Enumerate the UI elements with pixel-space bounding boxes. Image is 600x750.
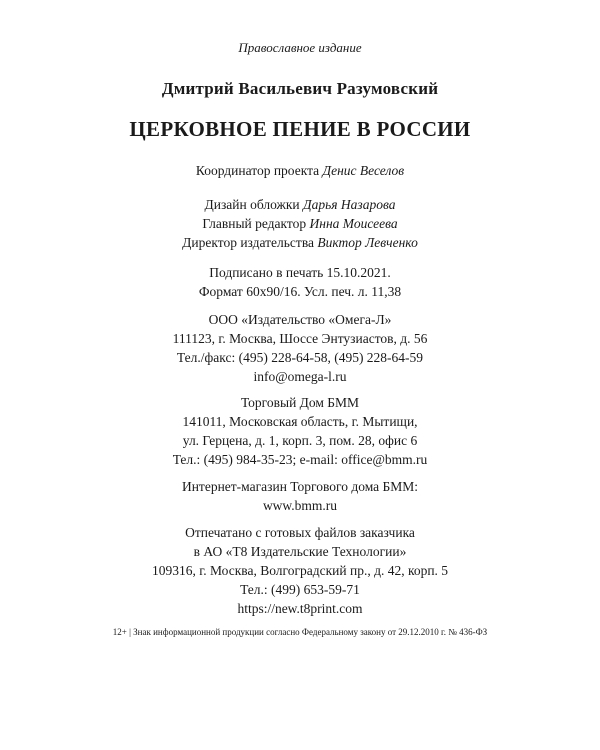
- book-title: ЦЕРКОВНОЕ ПЕНИЕ В РОССИИ: [129, 117, 471, 141]
- coordinator-line: [0, 161, 600, 180]
- chief-editor-label: Главный редактор: [202, 216, 307, 231]
- chief-editor-name: Инна Моисеева: [309, 216, 398, 231]
- print-info-block: [0, 263, 600, 301]
- publisher-name: ООО «Издательство «Омега-Л»: [208, 312, 392, 327]
- staff-credits-block: [0, 195, 600, 252]
- printer-address: 109316, г. Москва, Волгоградский пр., д. 42, корп. 5: [151, 563, 449, 578]
- cover-design-line: [0, 195, 600, 214]
- cover-design-name: Дарья Назарова: [303, 197, 396, 212]
- chief-editor-line: [0, 214, 600, 233]
- publisher-phone: Тел./факс: (495) 228-64-58, (495) 228-64-59: [176, 350, 424, 365]
- trade-house-block: [0, 393, 600, 469]
- signed-to-print: Подписано в печать 15.10.2021.: [209, 265, 391, 280]
- printer-line-2: в АО «Т8 Издательские Технологии»: [193, 544, 407, 559]
- trade-house-address-1: 141011, Московская область, г. Мытищи,: [182, 414, 418, 429]
- coordinator-block: [0, 161, 600, 180]
- trade-house-address-2: ул. Герцена, д. 1, корп. 3, пом. 28, офис 6: [182, 433, 418, 448]
- age-rating-notice: 12+ | Знак информационной продукции согласно Федеральному закону от 29.12.2010 г. № 436-ФЗ: [112, 627, 488, 637]
- print-format: Формат 60x90/16. Усл. печ. л. 11,38: [198, 284, 402, 299]
- trade-house-contacts: Тел.: (495) 984-35-23; e-mail: office@bmm.ru: [172, 452, 428, 467]
- coordinator-name: Денис Веселов: [322, 163, 405, 178]
- author-name: Дмитрий Васильевич Разумовский: [161, 79, 439, 98]
- cover-design-label: Дизайн обложки: [204, 197, 300, 212]
- printer-block: [0, 523, 600, 618]
- publisher-address: 111123, г. Москва, Шоссе Энтузиастов, д. 56: [172, 331, 428, 346]
- director-label: Директор издательства: [182, 235, 315, 250]
- online-store-block: [0, 477, 600, 515]
- director-line: [0, 233, 600, 252]
- director-name: Виктор Левченко: [317, 235, 418, 250]
- coordinator-label: Координатор проекта: [195, 163, 320, 178]
- printer-url: https://new.t8print.com: [237, 601, 363, 616]
- trade-house-name: Торговый Дом БММ: [240, 395, 360, 410]
- printer-line-1: Отпечатано с готовых файлов заказчика: [185, 525, 415, 540]
- printer-phone: Тел.: (499) 653-59-71: [240, 582, 360, 597]
- online-store-label: Интернет-магазин Торгового дома БММ:: [181, 479, 419, 494]
- publisher-block: [0, 310, 600, 386]
- online-store-url: www.bmm.ru: [262, 498, 338, 513]
- publisher-email: info@omega-l.ru: [253, 369, 347, 384]
- edition-label: Православное издание: [238, 40, 362, 55]
